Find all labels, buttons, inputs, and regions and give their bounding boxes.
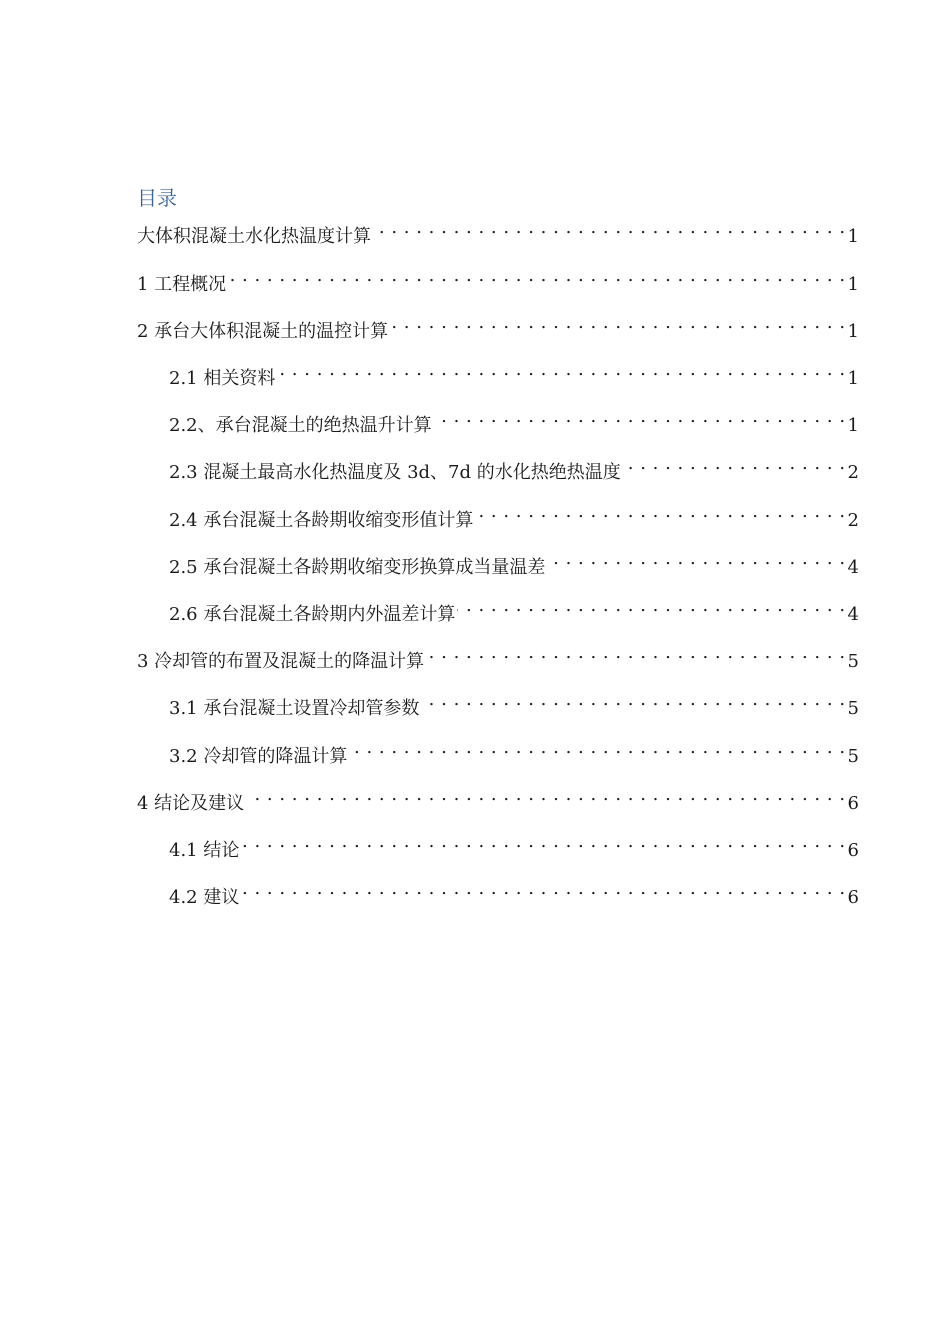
toc-entry[interactable] xyxy=(169,356,859,389)
toc-entry[interactable] xyxy=(137,639,859,672)
toc-entry[interactable] xyxy=(137,214,859,247)
toc-entry-title: 4 结论及建议 xyxy=(137,793,245,814)
toc-entry-page: 2 xyxy=(847,462,859,483)
toc-leader-dots xyxy=(246,781,845,809)
toc-entry[interactable] xyxy=(169,828,859,861)
toc-heading: 目录 xyxy=(137,186,177,210)
toc-leader-dots xyxy=(349,734,845,762)
toc-entry[interactable] xyxy=(169,734,859,767)
toc-entry-page: 5 xyxy=(847,698,859,719)
toc-entry-title: 3.1 承台混凝土设置冷却管参数 xyxy=(169,698,420,719)
toc-entry-title: 3.2 冷却管的降温计算 xyxy=(169,746,348,767)
toc-entry-title: 3 冷却管的布置及混凝土的降温计算 xyxy=(137,651,425,672)
toc-leader-dots xyxy=(475,498,845,526)
toc-leader-dots xyxy=(241,875,845,903)
toc-entry-title: 4.2 建议 xyxy=(169,887,240,908)
toc-entry-title: 2 承台大体积混凝土的温控计算 xyxy=(137,321,389,342)
toc-entry-title: 2.6 承台混凝土各龄期内外温差计算 xyxy=(169,604,456,625)
toc-leader-dots xyxy=(241,828,845,856)
toc-entry-page: 6 xyxy=(847,887,859,908)
toc-entry-page: 1 xyxy=(847,368,859,389)
toc-entry[interactable] xyxy=(169,450,859,483)
toc-entry-title: 2.2、承台混凝土的绝热温升计算 xyxy=(169,415,432,436)
toc-entry[interactable] xyxy=(137,262,859,295)
toc-entry-title: 4.1 结论 xyxy=(169,840,240,861)
toc-entry-page: 6 xyxy=(847,793,859,814)
toc-entry-title: 大体积混凝土水化热温度计算 xyxy=(137,226,371,247)
toc-entry-title: 2.4 承台混凝土各龄期收缩变形值计算 xyxy=(169,510,474,531)
toc-entry[interactable] xyxy=(169,875,859,908)
toc-entry-page: 2 xyxy=(847,510,859,531)
toc-entry-page: 4 xyxy=(847,557,859,578)
toc-entry[interactable] xyxy=(169,686,859,719)
toc-entry-page: 6 xyxy=(847,840,859,861)
toc-leader-dots xyxy=(421,686,845,714)
toc-entry-page: 1 xyxy=(847,274,859,295)
toc-leader-dots xyxy=(390,309,845,337)
toc-entry[interactable] xyxy=(137,781,859,814)
toc-entry-page: 5 xyxy=(847,746,859,767)
toc-leader-dots xyxy=(623,450,846,478)
toc-leader-dots xyxy=(373,214,846,242)
toc-entry-title: 2.1 相关资料 xyxy=(169,368,276,389)
toc-entry-page: 1 xyxy=(847,321,859,342)
toc-entry-page: 1 xyxy=(847,226,859,247)
toc-leader-dots xyxy=(426,639,845,667)
toc-leader-dots xyxy=(434,403,846,431)
toc-leader-dots xyxy=(228,262,845,290)
toc-entry-page: 5 xyxy=(847,651,859,672)
toc-entry[interactable] xyxy=(169,498,859,531)
toc-entry[interactable] xyxy=(169,545,859,578)
toc-entry[interactable] xyxy=(169,592,859,625)
toc-leader-dots xyxy=(457,592,845,620)
toc-entry-title: 2.3 混凝土最高水化热温度及 3d、7d 的水化热绝热温度 xyxy=(169,462,621,483)
toc-entry-title: 1 工程概况 xyxy=(137,274,227,295)
toc-entry-page: 1 xyxy=(847,415,859,436)
toc-entry-page: 4 xyxy=(847,604,859,625)
toc-entry-title: 2.5 承台混凝土各龄期收缩变形换算成当量温差 xyxy=(169,557,546,578)
toc-entry[interactable] xyxy=(169,403,859,436)
toc-entry[interactable] xyxy=(137,309,859,342)
toc-leader-dots xyxy=(547,545,845,573)
toc-leader-dots xyxy=(277,356,845,384)
